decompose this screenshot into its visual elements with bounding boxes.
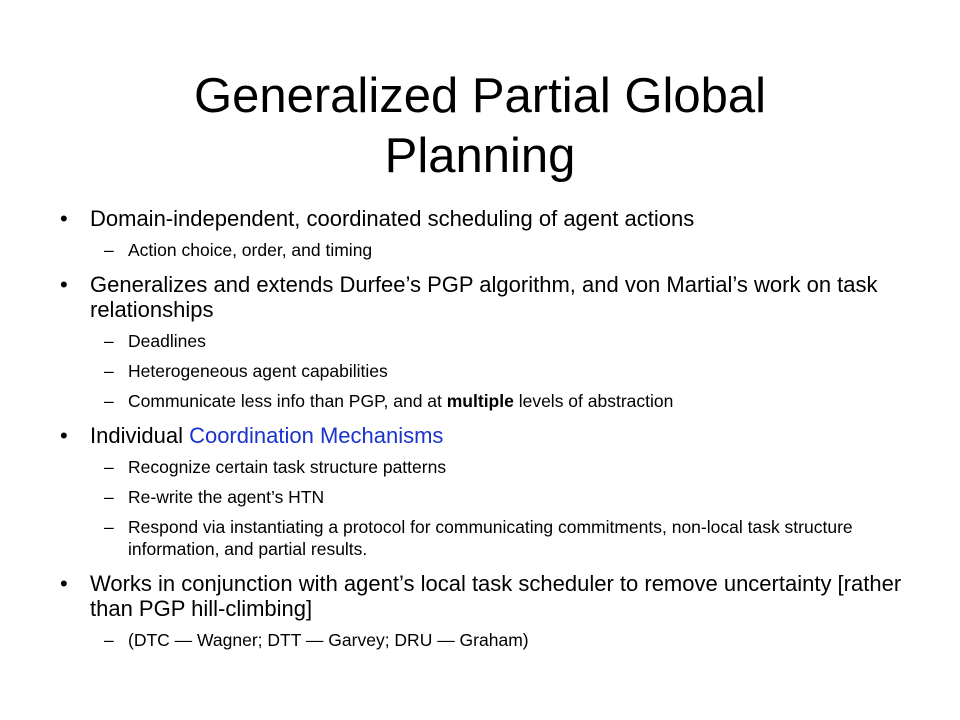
bullet-2 bbox=[60, 272, 920, 322]
sub-bullet-2-2 bbox=[60, 360, 920, 382]
title-line-1: Generalized Partial Global bbox=[194, 69, 766, 123]
sub-bullet-text: (DTC — Wagner; DTT — Garvey; DRU — Graham) bbox=[128, 630, 529, 650]
sub-bullet-2-3 bbox=[60, 390, 920, 412]
bullet-marker: • bbox=[60, 423, 68, 448]
sub-bullet-text: Respond via instantiating a protocol for communicating commitments, non-local task structure information, and partial results. bbox=[128, 517, 853, 559]
sub-bullet-text: Re-write the agent’s HTN bbox=[128, 487, 325, 507]
dash-marker: – bbox=[104, 361, 114, 381]
bullet-3 bbox=[60, 423, 920, 448]
title-line-2: Planning bbox=[384, 129, 576, 183]
emphasis-multiple: multiple bbox=[446, 391, 514, 411]
sub-bullet-text-after: levels of abstraction bbox=[513, 391, 674, 411]
sub-bullet-text: Recognize certain task structure patterns bbox=[128, 457, 447, 477]
bullet-1-text: Domain-independent, coordinated scheduling of agent actions bbox=[90, 206, 695, 231]
sub-bullet-text: Action choice, order, and timing bbox=[128, 240, 373, 260]
sub-bullet-text: Deadlines bbox=[128, 331, 206, 351]
coordination-mechanisms-link[interactable]: Coordination Mechanisms bbox=[189, 423, 444, 448]
dash-marker: – bbox=[104, 457, 114, 477]
sub-bullet-text-before: Communicate less info than PGP, and at bbox=[128, 391, 447, 411]
bullet-marker: • bbox=[60, 206, 68, 231]
slide-title bbox=[0, 66, 960, 186]
dash-marker: – bbox=[104, 391, 114, 411]
bullet-1 bbox=[60, 206, 920, 231]
sub-bullet-3-2 bbox=[60, 486, 920, 508]
slide-body bbox=[60, 206, 920, 651]
sub-bullet-3-1 bbox=[60, 456, 920, 478]
bullet-3-text: Individual bbox=[90, 423, 190, 448]
dash-marker: – bbox=[104, 331, 114, 351]
sub-bullet-4-1 bbox=[60, 629, 920, 651]
sub-bullet-2-1 bbox=[60, 330, 920, 352]
sub-bullet-3-3 bbox=[60, 516, 920, 560]
sub-bullet-1-1 bbox=[60, 239, 920, 261]
bullet-4 bbox=[60, 571, 920, 621]
bullet-marker: • bbox=[60, 272, 68, 297]
bullet-4-text: Works in conjunction with agent’s local task scheduler to remove uncertainty [rather than PGP hill-climbing] bbox=[90, 571, 902, 621]
dash-marker: – bbox=[104, 630, 114, 650]
dash-marker: – bbox=[104, 240, 114, 260]
bullet-2-text: Generalizes and extends Durfee’s PGP algorithm, and von Martial’s work on task relationships bbox=[90, 272, 878, 322]
bullet-marker: • bbox=[60, 571, 68, 596]
dash-marker: – bbox=[104, 487, 114, 507]
sub-bullet-text: Heterogeneous agent capabilities bbox=[128, 361, 388, 381]
dash-marker: – bbox=[104, 517, 114, 537]
